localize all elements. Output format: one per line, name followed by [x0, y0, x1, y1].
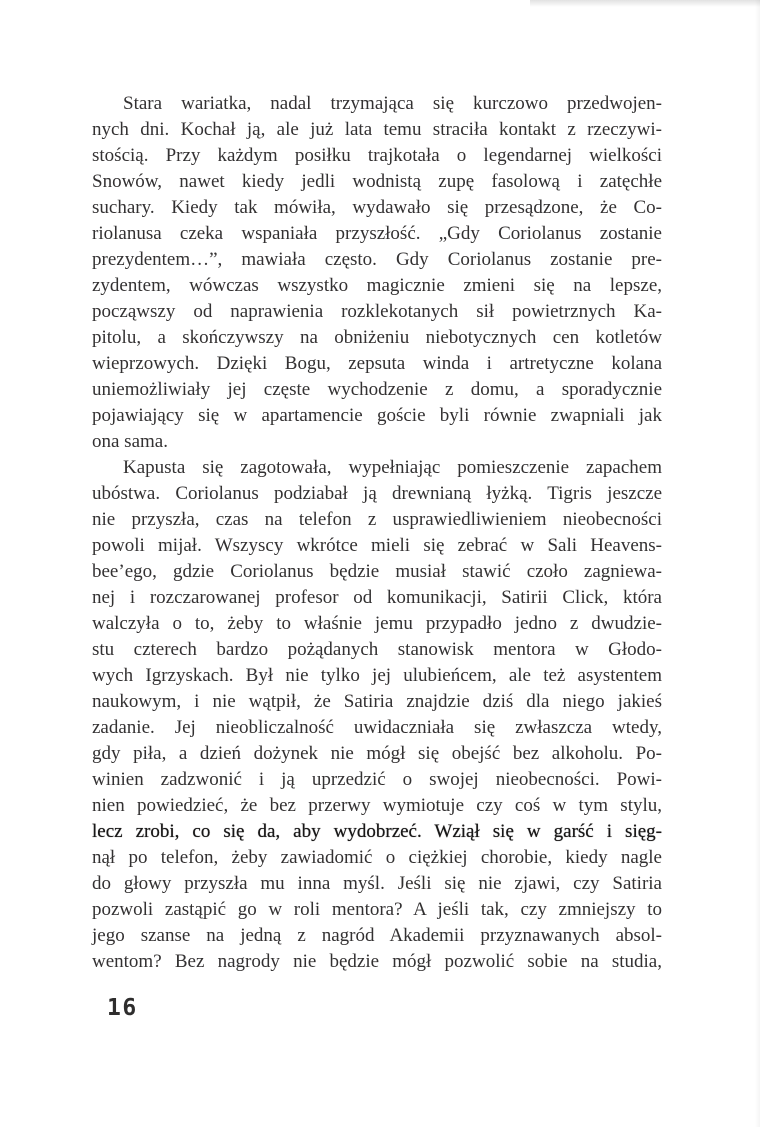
text-line: pozwoli zastąpić go w roli mentora? A jeśli tak, czy zmniejszy to — [92, 899, 662, 920]
text-line: uniemożliwiały jej częste wychodzenie z domu, a sporadycznie — [92, 379, 662, 400]
text-line: winien zadzwonić i ją uprzedzić o swojej nieobecności. Powi- — [92, 769, 662, 790]
text-line: lecz zrobi, co się da, aby wydobrzeć. Wziął się w garść i sięg- — [92, 821, 662, 842]
text-line: wieprzowych. Dzięki Bogu, zepsuta winda i artretyczne kolana — [92, 353, 662, 374]
text-line: naukowym, i nie wątpił, że Satiria znajdzie dziś dla niego jakieś — [92, 691, 662, 712]
text-line: nien powiedzieć, że bez przerwy wymiotuje czy coś w tym stylu, — [92, 795, 662, 816]
scan-artifact-top — [530, 0, 760, 7]
text-line: nej i rozczarowanej profesor od komunikacji, Satirii Click, która — [92, 587, 662, 608]
text-line: bee’ego, gdzie Coriolanus będzie musiał stawić czoło zagniewa- — [92, 561, 662, 582]
page-number: 16 — [107, 995, 138, 1021]
text-line: zydentem, wówczas wszystko magicznie zmieni się na lepsze, — [92, 275, 662, 296]
paragraph-2 — [92, 455, 662, 975]
text-line: do głowy przyszła mu inna myśl. Jeśli się nie zjawi, czy Satiria — [92, 873, 662, 894]
text-line: ona sama. — [92, 431, 168, 452]
body-text — [92, 91, 662, 975]
text-line: nych dni. Kochał ją, ale już lata temu straciła kontakt z rzeczywi- — [92, 119, 662, 140]
text-line: Kapusta się zagotowała, wypełniając pomieszczenie zapachem — [123, 457, 662, 478]
text-line: ubóstwa. Coriolanus podziabał ją drewnianą łyżką. Tigris jeszcze — [92, 483, 662, 504]
text-line: zadanie. Jej nieobliczalność uwidaczniała się zwłaszcza wtedy, — [92, 717, 662, 738]
text-line: jego szanse na jedną z nagród Akademii przyznawanych absol- — [92, 925, 662, 946]
text-line: Snowów, nawet kiedy jedli wodnistą zupę fasolową i zatęchłe — [92, 171, 662, 192]
text-line: pojawiający się w apartamencie goście byli równie zwapniali jak — [92, 405, 662, 426]
text-line: wentom? Bez nagrody nie będzie mógł pozwolić sobie na studia, — [92, 951, 662, 972]
text-line: prezydentem…”, mawiała często. Gdy Coriolanus zostanie pre- — [92, 249, 662, 270]
text-line: pitolu, a skończywszy na obniżeniu niebotycznych cen kotletów — [92, 327, 662, 348]
text-line: począwszy od naprawienia rozklekotanych sił powietrznych Ka- — [92, 301, 662, 322]
text-line: riolanusa czeka wspaniała przyszłość. „Gdy Coriolanus zostanie — [92, 223, 662, 244]
text-line: Stara wariatka, nadal trzymająca się kurczowo przedwojen- — [123, 93, 662, 114]
text-line: suchary. Kiedy tak mówiła, wydawało się przesądzone, że Co- — [92, 197, 662, 218]
text-line: gdy piła, a dzień dożynek nie mógł się obejść bez alkoholu. Po- — [92, 743, 662, 764]
text-line: powoli mijał. Wszyscy wkrótce mieli się zebrać w Sali Heavens- — [92, 535, 662, 556]
text-line: wych Igrzyskach. Był nie tylko jej ulubieńcem, ale też asystentem — [92, 665, 662, 686]
text-line: stością. Przy każdym posiłku trajkotała o legendarnej wielkości — [92, 145, 662, 166]
text-line: stu czterech bardzo pożądanych stanowisk mentora w Głodo- — [92, 639, 662, 660]
scan-artifact-right-edge — [755, 0, 760, 1127]
text-line: walczyła o to, żeby to właśnie jemu przypadło jedno z dwudzie- — [92, 613, 662, 634]
paragraph-1 — [92, 91, 662, 455]
text-line: nie przyszła, czas na telefon z usprawiedliwieniem nieobecności — [92, 509, 662, 530]
text-line: nął po telefon, żeby zawiadomić o ciężkiej chorobie, kiedy nagle — [92, 847, 662, 868]
